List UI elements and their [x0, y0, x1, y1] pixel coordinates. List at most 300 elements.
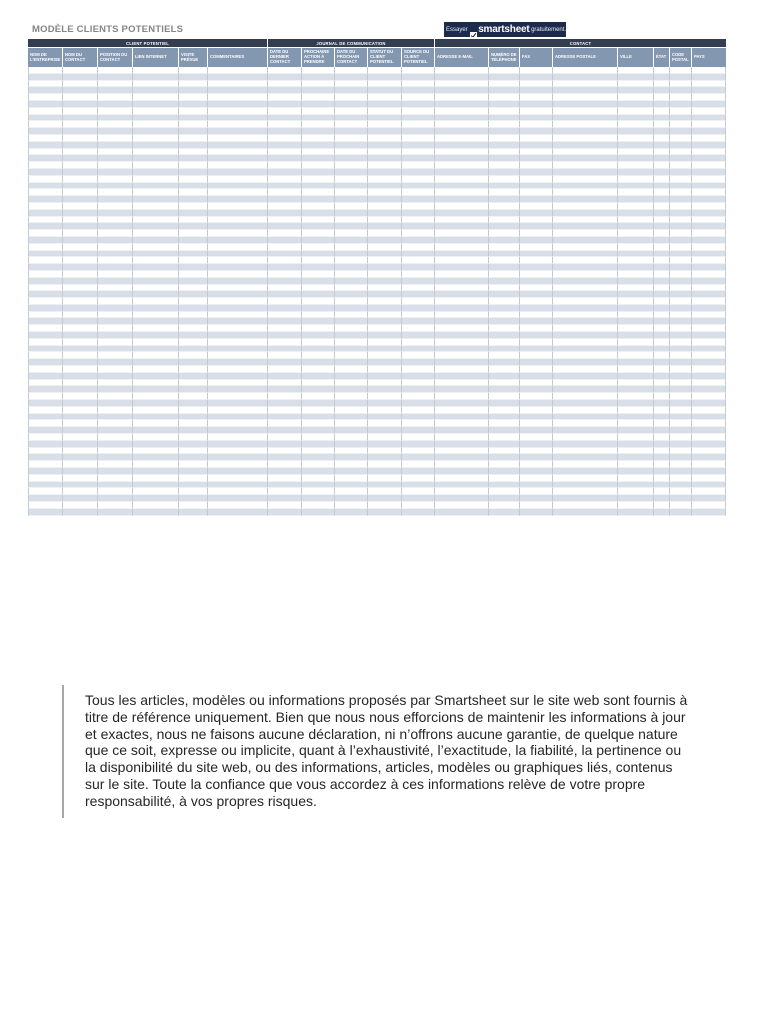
table-cell[interactable] — [520, 101, 553, 108]
table-cell[interactable] — [553, 183, 618, 190]
table-cell[interactable] — [435, 414, 489, 421]
table-cell[interactable] — [368, 135, 402, 142]
table-cell[interactable] — [692, 468, 726, 475]
table-cell[interactable] — [208, 468, 268, 475]
table-cell[interactable] — [63, 291, 98, 298]
table-cell[interactable] — [133, 380, 179, 387]
table-cell[interactable] — [268, 414, 302, 421]
table-cell[interactable] — [335, 223, 368, 230]
table-cell[interactable] — [402, 448, 435, 455]
table-cell[interactable] — [268, 108, 302, 115]
table-cell[interactable] — [268, 407, 302, 414]
table-cell[interactable] — [402, 189, 435, 196]
table-cell[interactable] — [402, 393, 435, 400]
table-cell[interactable] — [63, 454, 98, 461]
table-cell[interactable] — [63, 386, 98, 393]
table-cell[interactable] — [553, 237, 618, 244]
table-cell[interactable] — [268, 318, 302, 325]
table-cell[interactable] — [520, 454, 553, 461]
table-cell[interactable] — [618, 278, 654, 285]
table-cell[interactable] — [402, 108, 435, 115]
table-cell[interactable] — [28, 203, 63, 210]
table-cell[interactable] — [133, 400, 179, 407]
table-cell[interactable] — [302, 325, 335, 332]
table-cell[interactable] — [654, 196, 670, 203]
table-cell[interactable] — [670, 495, 692, 502]
table-cell[interactable] — [28, 94, 63, 101]
table-cell[interactable] — [654, 482, 670, 489]
table-cell[interactable] — [692, 264, 726, 271]
table-cell[interactable] — [302, 67, 335, 74]
table-cell[interactable] — [489, 149, 520, 156]
table-cell[interactable] — [654, 142, 670, 149]
table-cell[interactable] — [302, 223, 335, 230]
table-cell[interactable] — [520, 441, 553, 448]
table-cell[interactable] — [179, 475, 208, 482]
table-cell[interactable] — [28, 305, 63, 312]
table-cell[interactable] — [368, 251, 402, 258]
table-cell[interactable] — [335, 427, 368, 434]
table-cell[interactable] — [208, 339, 268, 346]
table-cell[interactable] — [654, 217, 670, 224]
table-cell[interactable] — [179, 257, 208, 264]
table-cell[interactable] — [268, 305, 302, 312]
table-cell[interactable] — [98, 257, 133, 264]
table-cell[interactable] — [98, 149, 133, 156]
table-cell[interactable] — [63, 128, 98, 135]
table-cell[interactable] — [63, 414, 98, 421]
table-cell[interactable] — [302, 264, 335, 271]
table-cell[interactable] — [98, 135, 133, 142]
table-cell[interactable] — [553, 509, 618, 516]
table-cell[interactable] — [335, 196, 368, 203]
table-cell[interactable] — [28, 420, 63, 427]
table-cell[interactable] — [489, 468, 520, 475]
table-cell[interactable] — [98, 373, 133, 380]
table-cell[interactable] — [402, 291, 435, 298]
table-cell[interactable] — [402, 74, 435, 81]
table-cell[interactable] — [670, 271, 692, 278]
table-cell[interactable] — [618, 101, 654, 108]
table-cell[interactable] — [179, 155, 208, 162]
table-cell[interactable] — [618, 169, 654, 176]
table-cell[interactable] — [618, 217, 654, 224]
table-cell[interactable] — [368, 257, 402, 264]
table-cell[interactable] — [553, 217, 618, 224]
table-cell[interactable] — [435, 393, 489, 400]
table-cell[interactable] — [208, 427, 268, 434]
table-cell[interactable] — [133, 420, 179, 427]
table-cell[interactable] — [335, 298, 368, 305]
table-cell[interactable] — [179, 502, 208, 509]
table-cell[interactable] — [335, 502, 368, 509]
table-cell[interactable] — [670, 488, 692, 495]
table-cell[interactable] — [302, 359, 335, 366]
table-cell[interactable] — [553, 400, 618, 407]
table-cell[interactable] — [98, 346, 133, 353]
table-cell[interactable] — [618, 495, 654, 502]
table-cell[interactable] — [520, 502, 553, 509]
table-cell[interactable] — [670, 352, 692, 359]
table-cell[interactable] — [618, 393, 654, 400]
table-cell[interactable] — [402, 203, 435, 210]
table-cell[interactable] — [553, 468, 618, 475]
table-cell[interactable] — [208, 135, 268, 142]
table-cell[interactable] — [489, 359, 520, 366]
table-cell[interactable] — [335, 67, 368, 74]
table-cell[interactable] — [368, 461, 402, 468]
table-cell[interactable] — [28, 312, 63, 319]
table-cell[interactable] — [489, 441, 520, 448]
table-cell[interactable] — [618, 291, 654, 298]
table-cell[interactable] — [402, 495, 435, 502]
table-cell[interactable] — [208, 482, 268, 489]
table-cell[interactable] — [618, 448, 654, 455]
table-cell[interactable] — [268, 217, 302, 224]
table-cell[interactable] — [692, 441, 726, 448]
table-cell[interactable] — [692, 454, 726, 461]
table-cell[interactable] — [98, 244, 133, 251]
table-cell[interactable] — [368, 298, 402, 305]
table-cell[interactable] — [28, 257, 63, 264]
table-cell[interactable] — [179, 230, 208, 237]
table-cell[interactable] — [368, 373, 402, 380]
table-cell[interactable] — [489, 278, 520, 285]
table-cell[interactable] — [489, 162, 520, 169]
table-cell[interactable] — [28, 183, 63, 190]
table-cell[interactable] — [368, 332, 402, 339]
table-cell[interactable] — [133, 121, 179, 128]
table-cell[interactable] — [520, 305, 553, 312]
table-cell[interactable] — [28, 400, 63, 407]
table-cell[interactable] — [98, 475, 133, 482]
table-cell[interactable] — [692, 318, 726, 325]
table-cell[interactable] — [335, 495, 368, 502]
table-cell[interactable] — [368, 142, 402, 149]
table-cell[interactable] — [489, 183, 520, 190]
table-cell[interactable] — [268, 203, 302, 210]
table-cell[interactable] — [335, 468, 368, 475]
table-cell[interactable] — [208, 352, 268, 359]
table-cell[interactable] — [489, 81, 520, 88]
table-cell[interactable] — [553, 230, 618, 237]
table-cell[interactable] — [28, 325, 63, 332]
table-cell[interactable] — [520, 352, 553, 359]
table-cell[interactable] — [654, 380, 670, 387]
table-cell[interactable] — [268, 448, 302, 455]
table-cell[interactable] — [618, 468, 654, 475]
table-cell[interactable] — [179, 434, 208, 441]
table-cell[interactable] — [335, 135, 368, 142]
table-cell[interactable] — [489, 230, 520, 237]
table-cell[interactable] — [63, 162, 98, 169]
table-cell[interactable] — [368, 108, 402, 115]
table-cell[interactable] — [63, 257, 98, 264]
table-cell[interactable] — [489, 203, 520, 210]
table-cell[interactable] — [302, 318, 335, 325]
table-cell[interactable] — [133, 366, 179, 373]
table-cell[interactable] — [402, 149, 435, 156]
table-cell[interactable] — [179, 359, 208, 366]
table-cell[interactable] — [435, 400, 489, 407]
table-cell[interactable] — [368, 482, 402, 489]
table-cell[interactable] — [553, 162, 618, 169]
table-cell[interactable] — [98, 74, 133, 81]
table-cell[interactable] — [268, 230, 302, 237]
table-cell[interactable] — [654, 305, 670, 312]
table-cell[interactable] — [63, 278, 98, 285]
table-cell[interactable] — [302, 482, 335, 489]
table-cell[interactable] — [489, 189, 520, 196]
table-cell[interactable] — [692, 400, 726, 407]
table-cell[interactable] — [335, 448, 368, 455]
table-cell[interactable] — [692, 448, 726, 455]
table-cell[interactable] — [618, 298, 654, 305]
table-cell[interactable] — [368, 305, 402, 312]
table-cell[interactable] — [268, 468, 302, 475]
table-cell[interactable] — [520, 257, 553, 264]
table-cell[interactable] — [692, 169, 726, 176]
table-cell[interactable] — [435, 427, 489, 434]
table-cell[interactable] — [133, 407, 179, 414]
table-cell[interactable] — [368, 434, 402, 441]
table-cell[interactable] — [654, 183, 670, 190]
table-cell[interactable] — [692, 298, 726, 305]
table-cell[interactable] — [692, 196, 726, 203]
table-cell[interactable] — [368, 237, 402, 244]
table-cell[interactable] — [268, 115, 302, 122]
table-cell[interactable] — [692, 223, 726, 230]
table-cell[interactable] — [520, 468, 553, 475]
table-cell[interactable] — [692, 427, 726, 434]
table-cell[interactable] — [28, 278, 63, 285]
table-cell[interactable] — [302, 434, 335, 441]
table-cell[interactable] — [179, 223, 208, 230]
table-cell[interactable] — [98, 414, 133, 421]
table-cell[interactable] — [654, 121, 670, 128]
table-cell[interactable] — [208, 461, 268, 468]
table-cell[interactable] — [335, 162, 368, 169]
table-cell[interactable] — [670, 237, 692, 244]
table-cell[interactable] — [268, 298, 302, 305]
table-cell[interactable] — [63, 189, 98, 196]
table-cell[interactable] — [335, 217, 368, 224]
table-cell[interactable] — [63, 81, 98, 88]
table-cell[interactable] — [63, 366, 98, 373]
table-cell[interactable] — [335, 386, 368, 393]
table-cell[interactable] — [302, 461, 335, 468]
table-cell[interactable] — [402, 81, 435, 88]
table-cell[interactable] — [520, 121, 553, 128]
table-cell[interactable] — [654, 162, 670, 169]
table-cell[interactable] — [670, 325, 692, 332]
table-cell[interactable] — [302, 393, 335, 400]
table-cell[interactable] — [553, 461, 618, 468]
table-cell[interactable] — [402, 312, 435, 319]
table-cell[interactable] — [179, 427, 208, 434]
table-cell[interactable] — [268, 380, 302, 387]
table-cell[interactable] — [692, 475, 726, 482]
table-cell[interactable] — [618, 305, 654, 312]
table-cell[interactable] — [654, 414, 670, 421]
table-cell[interactable] — [489, 291, 520, 298]
table-cell[interactable] — [520, 393, 553, 400]
table-cell[interactable] — [654, 346, 670, 353]
table-cell[interactable] — [692, 230, 726, 237]
table-cell[interactable] — [402, 155, 435, 162]
table-cell[interactable] — [435, 142, 489, 149]
table-cell[interactable] — [435, 488, 489, 495]
table-cell[interactable] — [368, 318, 402, 325]
table-cell[interactable] — [98, 203, 133, 210]
table-cell[interactable] — [133, 373, 179, 380]
table-cell[interactable] — [98, 115, 133, 122]
table-cell[interactable] — [618, 176, 654, 183]
table-cell[interactable] — [553, 298, 618, 305]
table-cell[interactable] — [435, 312, 489, 319]
table-cell[interactable] — [268, 291, 302, 298]
table-cell[interactable] — [435, 373, 489, 380]
table-cell[interactable] — [208, 142, 268, 149]
table-cell[interactable] — [618, 352, 654, 359]
table-cell[interactable] — [28, 359, 63, 366]
table-cell[interactable] — [335, 203, 368, 210]
smartsheet-trial-banner[interactable] — [444, 22, 566, 37]
table-cell[interactable] — [618, 108, 654, 115]
table-cell[interactable] — [670, 101, 692, 108]
table-cell[interactable] — [302, 217, 335, 224]
table-cell[interactable] — [435, 352, 489, 359]
table-cell[interactable] — [435, 475, 489, 482]
table-cell[interactable] — [179, 237, 208, 244]
table-cell[interactable] — [692, 121, 726, 128]
table-cell[interactable] — [63, 427, 98, 434]
table-cell[interactable] — [692, 237, 726, 244]
table-cell[interactable] — [63, 318, 98, 325]
table-cell[interactable] — [520, 509, 553, 516]
table-cell[interactable] — [654, 318, 670, 325]
table-cell[interactable] — [692, 339, 726, 346]
table-cell[interactable] — [302, 278, 335, 285]
table-cell[interactable] — [179, 264, 208, 271]
table-cell[interactable] — [670, 400, 692, 407]
table-cell[interactable] — [268, 495, 302, 502]
table-cell[interactable] — [489, 142, 520, 149]
table-cell[interactable] — [368, 488, 402, 495]
table-cell[interactable] — [670, 380, 692, 387]
table-cell[interactable] — [692, 149, 726, 156]
table-cell[interactable] — [670, 128, 692, 135]
table-cell[interactable] — [402, 420, 435, 427]
table-cell[interactable] — [435, 237, 489, 244]
table-cell[interactable] — [28, 380, 63, 387]
table-cell[interactable] — [618, 149, 654, 156]
table-cell[interactable] — [179, 488, 208, 495]
table-cell[interactable] — [553, 223, 618, 230]
table-cell[interactable] — [670, 176, 692, 183]
table-cell[interactable] — [179, 203, 208, 210]
table-cell[interactable] — [402, 162, 435, 169]
table-cell[interactable] — [268, 488, 302, 495]
table-cell[interactable] — [692, 386, 726, 393]
table-cell[interactable] — [133, 305, 179, 312]
table-cell[interactable] — [133, 176, 179, 183]
table-cell[interactable] — [133, 502, 179, 509]
table-cell[interactable] — [489, 94, 520, 101]
table-cell[interactable] — [435, 318, 489, 325]
table-cell[interactable] — [368, 352, 402, 359]
table-cell[interactable] — [98, 359, 133, 366]
table-cell[interactable] — [402, 257, 435, 264]
table-cell[interactable] — [618, 434, 654, 441]
table-cell[interactable] — [520, 278, 553, 285]
table-cell[interactable] — [489, 169, 520, 176]
table-cell[interactable] — [654, 244, 670, 251]
table-cell[interactable] — [520, 149, 553, 156]
table-cell[interactable] — [133, 352, 179, 359]
table-cell[interactable] — [654, 87, 670, 94]
table-cell[interactable] — [98, 386, 133, 393]
table-cell[interactable] — [670, 359, 692, 366]
table-cell[interactable] — [98, 217, 133, 224]
table-cell[interactable] — [63, 441, 98, 448]
table-cell[interactable] — [654, 386, 670, 393]
table-cell[interactable] — [179, 189, 208, 196]
table-cell[interactable] — [268, 509, 302, 516]
table-cell[interactable] — [692, 115, 726, 122]
table-cell[interactable] — [692, 373, 726, 380]
table-cell[interactable] — [692, 217, 726, 224]
table-cell[interactable] — [98, 196, 133, 203]
table-cell[interactable] — [98, 352, 133, 359]
table-cell[interactable] — [402, 366, 435, 373]
table-cell[interactable] — [133, 203, 179, 210]
table-cell[interactable] — [335, 183, 368, 190]
table-cell[interactable] — [692, 366, 726, 373]
table-cell[interactable] — [692, 176, 726, 183]
table-cell[interactable] — [654, 461, 670, 468]
table-cell[interactable] — [553, 495, 618, 502]
table-cell[interactable] — [402, 244, 435, 251]
table-cell[interactable] — [435, 162, 489, 169]
table-cell[interactable] — [520, 434, 553, 441]
table-cell[interactable] — [692, 325, 726, 332]
table-cell[interactable] — [208, 312, 268, 319]
table-cell[interactable] — [402, 346, 435, 353]
table-cell[interactable] — [402, 121, 435, 128]
table-cell[interactable] — [520, 414, 553, 421]
table-cell[interactable] — [335, 482, 368, 489]
table-cell[interactable] — [133, 135, 179, 142]
table-cell[interactable] — [553, 352, 618, 359]
table-cell[interactable] — [692, 257, 726, 264]
table-cell[interactable] — [28, 366, 63, 373]
table-cell[interactable] — [28, 488, 63, 495]
table-cell[interactable] — [335, 373, 368, 380]
table-cell[interactable] — [335, 291, 368, 298]
table-cell[interactable] — [208, 318, 268, 325]
table-cell[interactable] — [654, 448, 670, 455]
table-cell[interactable] — [335, 264, 368, 271]
table-cell[interactable] — [618, 121, 654, 128]
table-cell[interactable] — [368, 366, 402, 373]
table-cell[interactable] — [302, 149, 335, 156]
table-cell[interactable] — [489, 74, 520, 81]
table-cell[interactable] — [208, 393, 268, 400]
table-cell[interactable] — [133, 81, 179, 88]
table-cell[interactable] — [335, 285, 368, 292]
table-cell[interactable] — [208, 420, 268, 427]
